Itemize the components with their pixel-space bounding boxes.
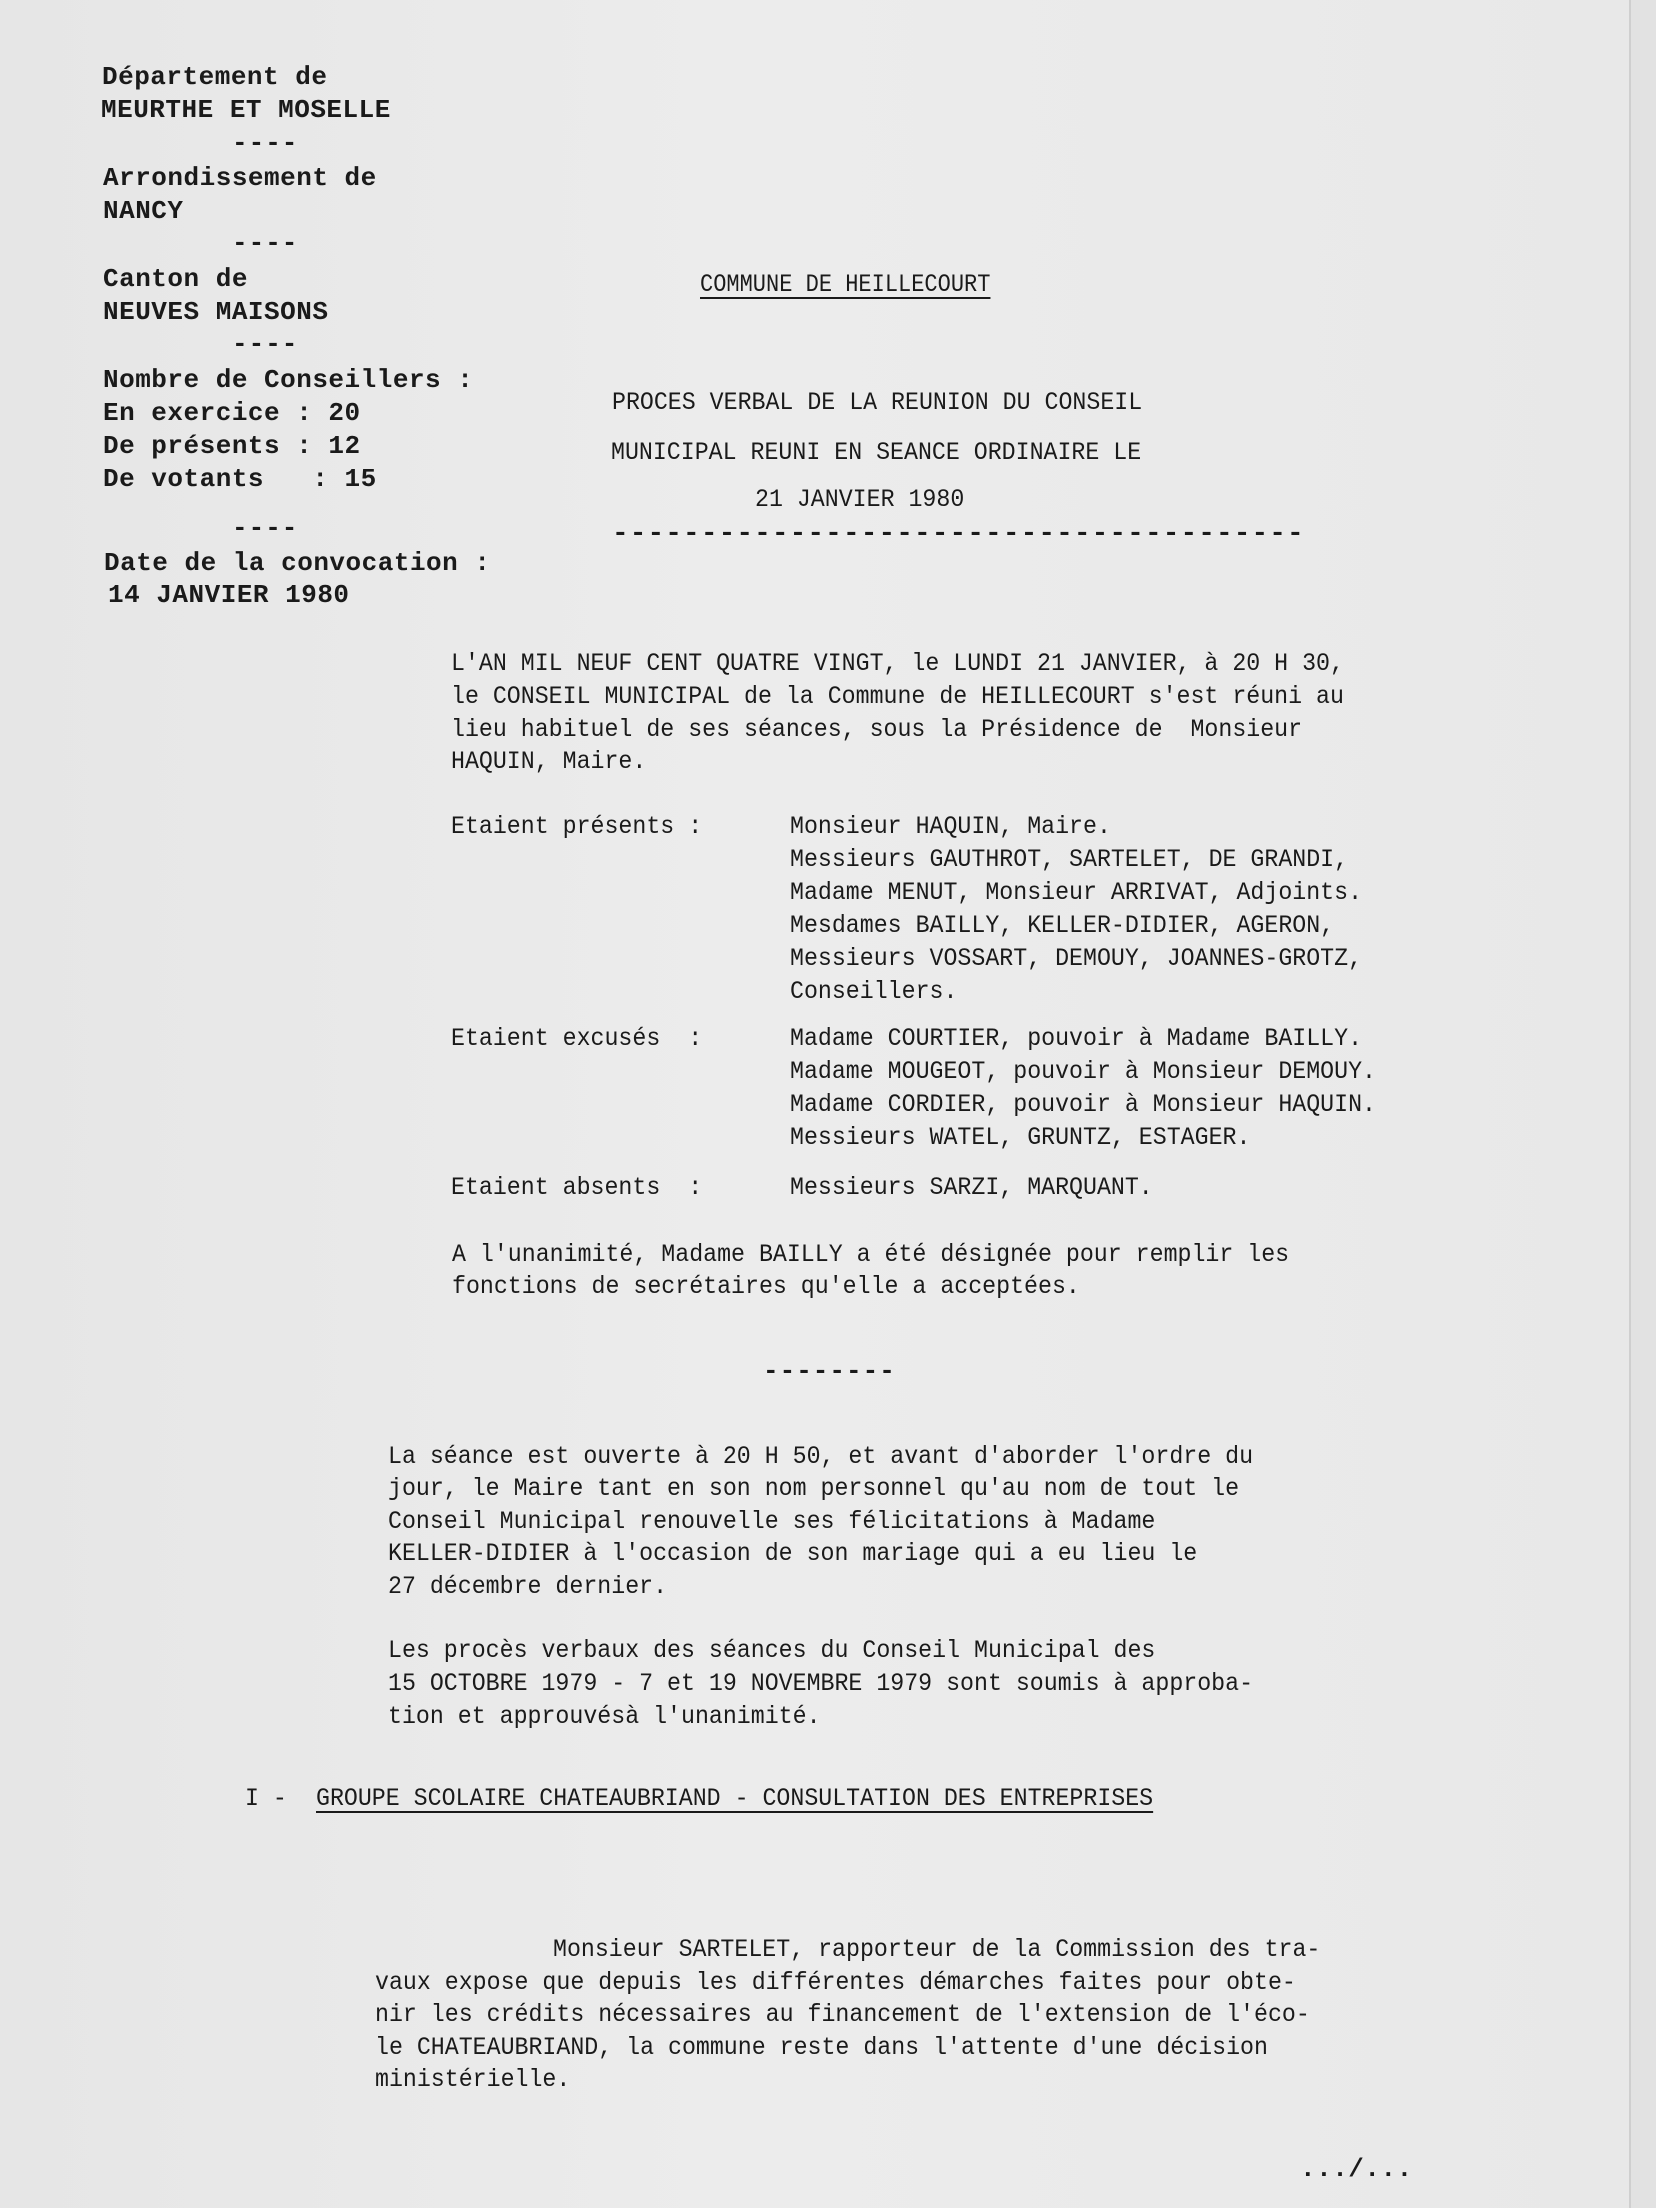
title-rule: --------------------------------------- [612, 518, 1305, 548]
opening-line: 27 décembre dernier. [388, 1572, 668, 1601]
arrondissement-value: NANCY [103, 196, 184, 226]
arrondissement-label: Arrondissement de [103, 163, 377, 193]
presents-line: Messieurs GAUTHROT, SARTELET, DE GRANDI, [790, 845, 1349, 874]
canton-value: NEUVES MAISONS [103, 297, 329, 327]
absents-line: Messieurs SARZI, MARQUANT. [790, 1173, 1153, 1202]
section-line: ministérielle. [375, 2065, 571, 2094]
approval-line: tion et approuvésà l'unanimité. [388, 1702, 821, 1731]
excuses-line: Madame CORDIER, pouvoir à Monsieur HAQUIN. [790, 1090, 1377, 1119]
continuation-mark: .../... [1300, 2154, 1413, 2184]
approval-line: 15 OCTOBRE 1979 - 7 et 19 NOVEMBRE 1979 sont soumis à approba- [388, 1669, 1254, 1698]
presents-line: Messieurs VOSSART, DEMOUY, JOANNES-GROTZ, [790, 944, 1363, 973]
separator: ---- [232, 513, 299, 543]
separator: ---- [232, 128, 299, 158]
excuses-line: Madame MOUGEOT, pouvoir à Monsieur DEMOUY. [790, 1057, 1377, 1086]
en-exercice: En exercice : 20 [103, 398, 361, 428]
absents-label: Etaient absents : [451, 1173, 703, 1202]
approval-line: Les procès verbaux des séances du Conseil Municipal des [388, 1636, 1156, 1665]
opening-line: La séance est ouverte à 20 H 50, et avant d'aborder l'ordre du [388, 1442, 1254, 1471]
section-line: vaux expose que depuis les différentes démarches faites pour obte- [375, 1968, 1296, 1997]
intro-line: HAQUIN, Maire. [451, 747, 647, 776]
opening-line: Conseil Municipal renouvelle ses félicitations à Madame [388, 1507, 1156, 1536]
excuses-line: Madame COURTIER, pouvoir à Madame BAILLY. [790, 1024, 1363, 1053]
intro-line: le CONSEIL MUNICIPAL de la Commune de HEILLECOURT s'est réuni au [451, 682, 1344, 711]
section-title: GROUPE SCOLAIRE CHATEAUBRIAND - CONSULTATION DES ENTREPRISES [316, 1784, 1154, 1813]
commune-title: COMMUNE DE HEILLECOURT [700, 270, 991, 299]
section-separator: -------- [763, 1356, 896, 1386]
section-number: I - [245, 1784, 287, 1813]
presents-line: Monsieur HAQUIN, Maire. [790, 812, 1111, 841]
presents-label: Etaient présents : [451, 812, 703, 841]
section-line: Monsieur SARTELET, rapporteur de la Commission des tra- [553, 1935, 1321, 1964]
page-edge-strip [1631, 0, 1656, 2208]
pv-date: 21 JANVIER 1980 [755, 485, 965, 514]
opening-line: KELLER-DIDIER à l'occasion de son mariage qui a eu lieu le [388, 1539, 1198, 1568]
section-line: nir les crédits nécessaires au financement de l'extension de l'éco- [375, 2000, 1310, 2029]
excuses-label: Etaient excusés : [451, 1024, 703, 1053]
presents-line: Mesdames BAILLY, KELLER-DIDIER, AGERON, [790, 911, 1335, 940]
secretary-line: A l'unanimité, Madame BAILLY a été désignée pour remplir les [452, 1240, 1290, 1269]
secretary-line: fonctions de secrétaires qu'elle a acceptées. [452, 1272, 1080, 1301]
convocation-label: Date de la convocation : [104, 548, 491, 578]
departement-value: MEURTHE ET MOSELLE [101, 95, 391, 125]
conseillers-label: Nombre de Conseillers : [103, 365, 474, 395]
presents-line: Madame MENUT, Monsieur ARRIVAT, Adjoints. [790, 878, 1363, 907]
convocation-date: 14 JANVIER 1980 [108, 580, 350, 610]
departement-label: Département de [102, 62, 328, 92]
separator: ---- [232, 329, 299, 359]
presents-count: De présents : 12 [103, 431, 361, 461]
votants-count: De votants : 15 [103, 464, 377, 494]
pv-line-1: PROCES VERBAL DE LA REUNION DU CONSEIL [612, 388, 1143, 417]
canton-label: Canton de [103, 264, 248, 294]
excuses-line: Messieurs WATEL, GRUNTZ, ESTAGER. [790, 1123, 1251, 1152]
opening-line: jour, le Maire tant en son nom personnel qu'au nom de tout le [388, 1474, 1240, 1503]
intro-line: L'AN MIL NEUF CENT QUATRE VINGT, le LUNDI 21 JANVIER, à 20 H 30, [451, 649, 1344, 678]
pv-line-2: MUNICIPAL REUNI EN SEANCE ORDINAIRE LE [611, 438, 1142, 467]
intro-line: lieu habituel de ses séances, sous la Présidence de Monsieur [451, 715, 1303, 744]
presents-line: Conseillers. [790, 977, 958, 1006]
section-line: le CHATEAUBRIAND, la commune reste dans l'attente d'une décision [375, 2033, 1268, 2062]
separator: ---- [232, 228, 299, 258]
